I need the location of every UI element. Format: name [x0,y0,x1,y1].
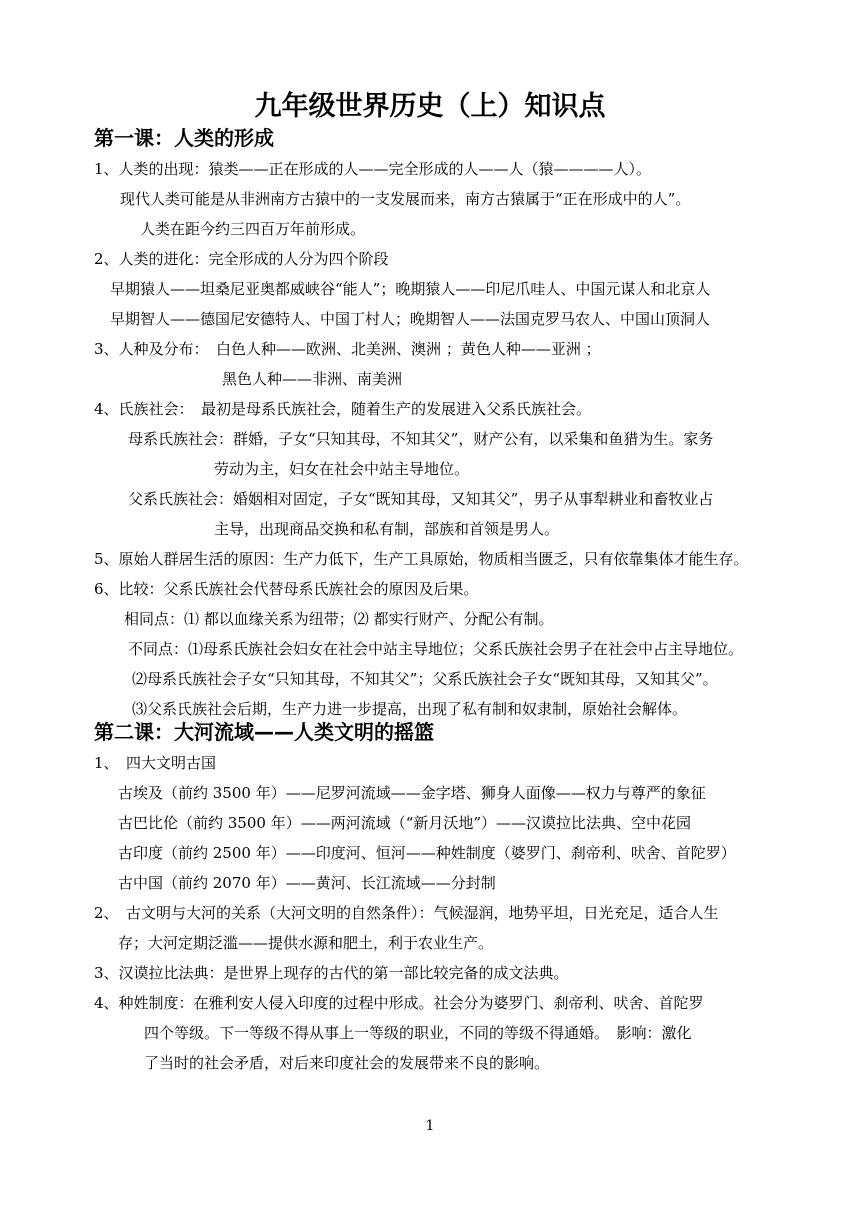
lesson-2-heading: 第二课：大河流域——人类文明的摇篮 [94,720,434,744]
lesson-1-line: 相同点：⑴ 都以血缘关系为纽带；⑵ 都实行财产、分配公有制。 [124,610,554,628]
lesson-2-line: 了当时的社会矛盾，对后来印度社会的发展带来不良的影响。 [144,1054,550,1072]
lesson-1-line: 现代人类可能是从非洲南方古猿中的一支发展而来，南方古猿属于“正在形成中的人”。 [120,190,691,208]
lesson-1-line: ⑶父系氏族社会后期，生产力进一步提高，出现了私有制和奴隶制，原始社会解体。 [132,700,688,718]
lesson-1-line: 人类在距今约三四百万年前形成。 [140,220,366,238]
lesson-2-line: 古印度（前约 2500 年）——印度河、恒河——种姓制度（婆罗门、刹帝利、吠舍、首陀罗） [118,844,736,862]
lesson-1-line: 不同点：⑴母系氏族社会妇女在社会中站主导地位；父系氏族社会男子在社会中占主导地位。 [128,640,744,658]
lesson-1-line: 劳动为主，妇女在社会中站主导地位。 [214,460,470,478]
lesson-1-line: 6、比较：父系氏族社会代替母系氏族社会的原因及后果。 [94,580,479,598]
lesson-1-line: 早期智人——德国尼安德特人、中国丁村人；晚期智人——法国克罗马农人、中国山顶洞人 [110,310,711,328]
lesson-2-line: 3、汉谟拉比法典：是世界上现存的古代的第一部比较完备的成文法典。 [94,964,569,982]
lesson-1-line: 母系氏族社会：群婚，子女“只知其母，不知其父”，财产公有，以采集和鱼猎为生。家务 [128,430,714,448]
lesson-2-line: 存；大河定期泛滥——提供水源和肥土，利于农业生产。 [118,934,494,952]
lesson-1-line: 3、人种及分布： 白色人种——欧洲、北美洲、澳洲 ；黄色人种——亚洲 ； [94,340,601,358]
lesson-1-line: 2、人类的进化：完全形成的人分为四个阶段 [94,250,389,268]
lesson-2-line: 古埃及（前约 3500 年）——尼罗河流域——金字塔、狮身人面像——权力与尊严的象征 [118,784,706,802]
lesson-1-line: 主导，出现商品交换和私有制，部族和首领是男人。 [214,520,560,538]
lesson-1-line: 黑色人种——非洲、南美洲 [222,370,403,388]
lesson-2-line: 四个等级。下一等级不得从事上一等级的职业，不同的等级不得通婚。 影响：激化 [144,1024,692,1042]
lesson-1-line: 1、人类的出现：猿类——正在形成的人——完全形成的人——人（猿————人）。 [94,160,652,178]
document-title: 九年级世界历史（上）知识点 [254,91,606,122]
lesson-1-line: 早期猿人——坦桑尼亚奥都威峡谷“能人”；晚期猿人——印尼爪哇人、中国元谋人和北京人 [110,280,711,298]
lesson-1-heading: 第一课：人类的形成 [94,126,274,150]
lesson-1-line: ⑵母系氏族社会子女“只知其母，不知其父”；父系氏族社会子女“既知其母，又知其父”。 [132,670,718,688]
lesson-2-line: 2、 古文明与大河的关系（大河文明的自然条件）：气候湿润，地势平坦，日光充足，适合人生 [94,904,719,922]
lesson-2-line: 古巴比伦（前约 3500 年）——两河流域（“新月沃地”）——汉谟拉比法典、空中花园 [118,814,692,832]
page-number: 1 [425,1118,435,1134]
lesson-1-line: 5、原始人群居生活的原因：生产力低下，生产工具原始，物质相当匮乏，只有依靠集体才能生存。 [94,550,749,568]
lesson-2-line: 4、种姓制度：在雅利安人侵入印度的过程中形成。社会分为婆罗门、刹帝利、吠舍、首陀罗 [94,994,704,1012]
lesson-2-line: 古中国（前约 2070 年）——黄河、长江流域——分封制 [118,874,496,892]
lesson-2-line: 1、 四大文明古国 [94,754,217,772]
lesson-1-line: 4、氏族社会： 最初是母系氏族社会，随着生产的发展进入父系氏族社会。 [94,400,592,418]
lesson-1-line: 父系氏族社会：婚姻相对固定，子女“既知其母，又知其父”，男子从事犁耕业和畜牧业占 [128,490,714,508]
